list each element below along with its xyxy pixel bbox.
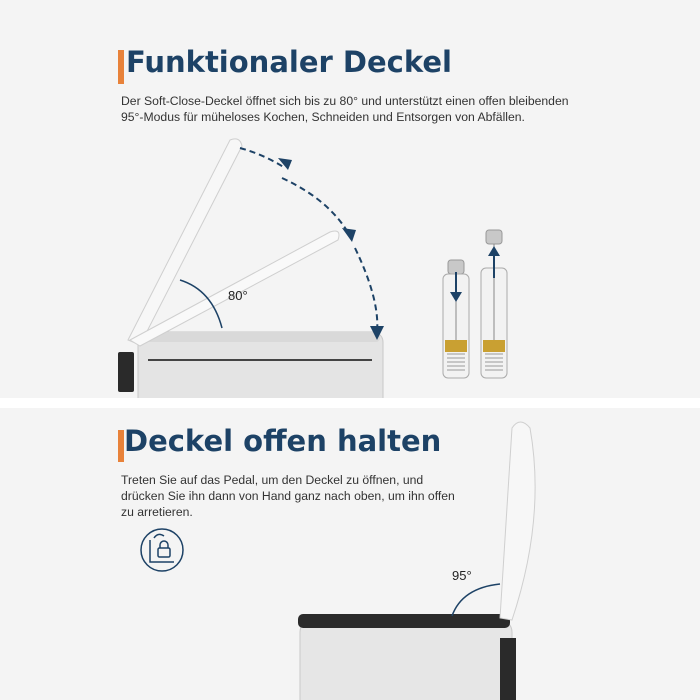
arrow-head-2: [342, 228, 356, 242]
bin-body-bottom: [300, 620, 512, 700]
lid-open-upright: [500, 422, 535, 620]
motion-arrow-2: [282, 178, 350, 236]
angle-arc-95: [452, 584, 500, 616]
motion-arrow-1: [240, 148, 285, 168]
damper-cylinder-left: [443, 260, 469, 378]
section-description-bottom: Treten Sie auf das Pedal, um den Deckel zu öffnen, und drücken Sie ihn dann von Hand ganz nach oben, um ihn offen zu arretieren.: [121, 473, 455, 519]
lock-open-icon: [141, 529, 183, 571]
lid-illustration-bottom: [0, 408, 700, 700]
bin-rim-bottom: [298, 614, 510, 628]
motion-arrow-3: [355, 248, 377, 332]
bin-hinge-bottom: [500, 638, 516, 700]
angle-label-95: 95°: [452, 568, 472, 583]
bin-hinge-top: [118, 352, 134, 392]
bottom-panel: [0, 408, 700, 700]
section-title-deckel-offen-halten: Deckel offen halten: [124, 424, 442, 458]
angle-label-80: 80°: [228, 288, 248, 303]
section-title-funktionaler-deckel: Funktionaler Deckel: [126, 45, 452, 79]
bin-rim-top: [140, 332, 380, 342]
section-description-top: Der Soft-Close-Deckel öffnet sich bis zu 80° und unterstützt einen offen bleibenden 95°-Modus für müheloses Kochen, Schneiden und Entsorgen von Abfällen.: [121, 94, 569, 124]
damper-cylinder-right: [481, 230, 507, 378]
